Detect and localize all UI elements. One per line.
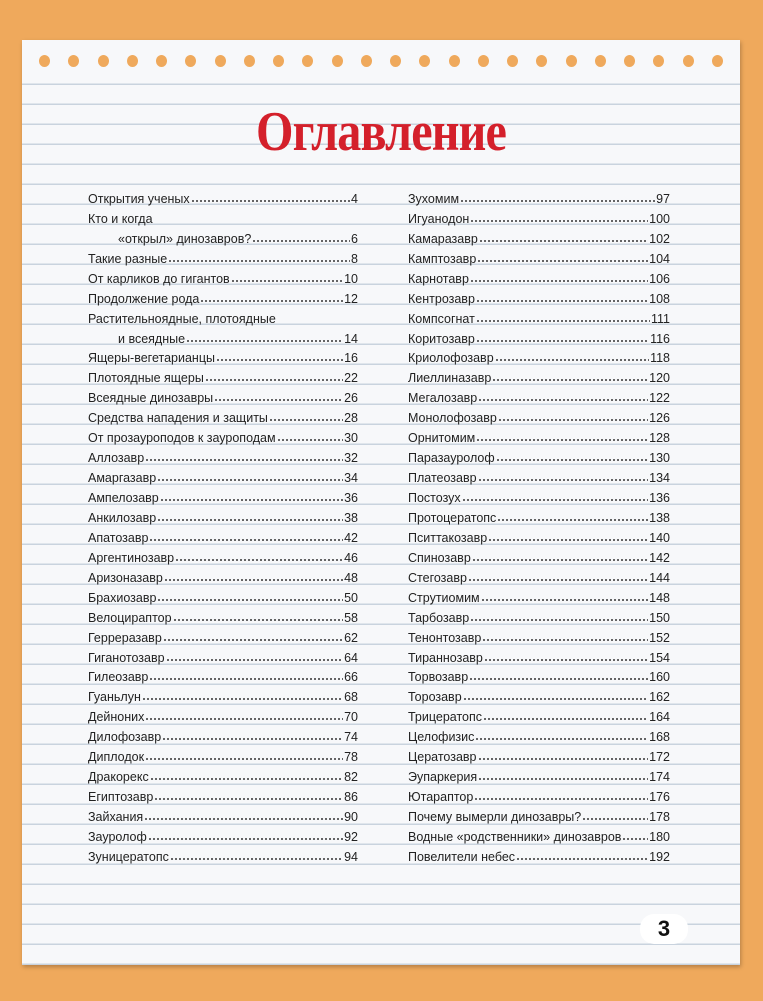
toc-entry-page: 178 (649, 810, 670, 824)
dot-leader (498, 419, 648, 421)
dot-leader (516, 858, 648, 860)
toc-entry-label: Ящеры-вегетарианцы (88, 351, 215, 366)
toc-entry-page: 50 (344, 590, 358, 605)
dot-leader (145, 459, 343, 461)
dot-leader (166, 659, 344, 661)
dot-leader (175, 559, 343, 561)
toc-entry-page: 140 (649, 530, 670, 545)
toc-entry-label: Компсогнат (408, 311, 475, 326)
dot-leader (200, 300, 343, 302)
toc-entry-page: 130 (649, 451, 670, 466)
dot-leader (488, 539, 648, 541)
dot-leader (462, 499, 648, 501)
dot-leader (150, 778, 343, 780)
toc-entry-page: 30 (344, 431, 358, 446)
toc-entry-label: От прозауроподов к зауроподам (88, 431, 276, 446)
dot-leader (149, 678, 343, 680)
dot-leader (478, 778, 648, 780)
toc-entry-page: 12 (344, 291, 358, 306)
toc-entry-label: Герреразавр (88, 630, 162, 645)
dot-leader (186, 340, 343, 342)
toc-entry[interactable] (88, 465, 358, 485)
dot-leader (162, 738, 343, 740)
dot-leader (477, 260, 648, 262)
toc-entry[interactable] (408, 525, 670, 545)
dot-leader (214, 399, 343, 401)
toc-entry[interactable] (408, 764, 670, 784)
toc-entry-label: Зухомим (408, 191, 460, 206)
toc-entry-label: Диплодок (88, 750, 145, 765)
toc-entry[interactable] (408, 505, 670, 525)
toc-entry[interactable] (88, 505, 358, 525)
toc-entry-label: Средства нападения и защиты (88, 411, 268, 426)
toc-entry-label: Зайхания (88, 810, 144, 824)
toc-entry-page: 192 (649, 849, 670, 864)
toc-entry[interactable] (408, 485, 670, 505)
toc-entry-label: Камаразавр (408, 231, 478, 246)
toc-entry[interactable] (88, 365, 358, 385)
toc-entry-page: 42 (344, 530, 358, 545)
page-title: Оглавление (255, 101, 507, 163)
toc-entry[interactable] (408, 226, 670, 246)
toc-entry-label: Дракорекс (88, 770, 149, 785)
dot-leader (277, 439, 343, 441)
toc-entry-label: Ампелозавр (88, 491, 159, 505)
toc-entry[interactable] (88, 286, 358, 306)
dot-leader (476, 300, 648, 302)
toc-entry-label: Целофизис (408, 730, 475, 745)
toc-entry[interactable] (408, 286, 670, 306)
dot-leader (472, 559, 648, 561)
toc-entry-label: Кто и когда (88, 211, 153, 226)
dot-leader (157, 599, 343, 601)
dot-leader (269, 419, 343, 421)
dot-leader (145, 758, 343, 760)
toc-entry-page: 10 (344, 271, 358, 286)
toc-entry-label: Такие разные (88, 251, 168, 266)
toc-entry-page: 62 (344, 630, 358, 645)
toc-entry-page: 70 (344, 710, 358, 725)
toc-entry-label: Аргентинозавр (88, 550, 175, 565)
toc-entry[interactable] (408, 465, 670, 485)
dot-leader (170, 858, 343, 860)
dot-leader (482, 639, 648, 641)
toc-entry-page: 22 (344, 371, 358, 386)
toc-entry[interactable] (88, 724, 358, 744)
dot-leader (205, 379, 343, 381)
toc-entry-page: 58 (344, 610, 358, 625)
toc-entry-page: 118 (650, 351, 670, 366)
dot-leader (145, 718, 343, 720)
toc-entry[interactable] (88, 684, 358, 704)
binder-hole (332, 55, 343, 67)
dot-leader (622, 838, 648, 840)
dot-leader (479, 240, 648, 242)
dot-leader (148, 838, 343, 840)
toc-entry[interactable] (408, 704, 670, 724)
toc-entry-page: 160 (649, 670, 670, 685)
binder-hole (449, 55, 460, 67)
toc-entry-label: Открытия ученых (88, 191, 190, 206)
dot-leader (478, 758, 649, 760)
toc-entry-page: 16 (344, 351, 358, 366)
toc-entry-label: Аризоназавр (88, 570, 163, 585)
binder-hole (361, 55, 372, 67)
dot-leader (483, 718, 648, 720)
toc-entry-page: 68 (344, 690, 358, 705)
binder-hole (595, 55, 606, 67)
dot-leader (470, 220, 648, 222)
toc-entry-page: 111 (650, 311, 670, 326)
toc-entry[interactable] (408, 844, 670, 864)
dot-leader (164, 579, 343, 581)
toc-entry-label: Гилеозавр (88, 670, 149, 685)
toc-entry-label-continuation: «открыл» динозавров? (118, 231, 252, 246)
toc-entry[interactable] (88, 385, 358, 405)
toc-entry[interactable] (408, 326, 670, 346)
dot-leader (474, 798, 648, 800)
toc-entry[interactable] (408, 585, 670, 605)
dot-leader (252, 240, 350, 242)
binder-hole (39, 55, 50, 67)
dot-leader (495, 359, 649, 361)
binder-hole (68, 55, 79, 67)
binder-hole (419, 55, 430, 67)
toc-entry[interactable] (408, 744, 670, 764)
toc-entry-page: 152 (649, 630, 670, 645)
dot-leader (470, 619, 648, 621)
toc-entry-page: 144 (649, 570, 670, 585)
toc-entry-page: 138 (649, 510, 670, 525)
toc-entry-label: Продолжение рода (88, 291, 200, 306)
toc-entry-label: Мегалозавр (408, 391, 478, 406)
toc-entry-label: Камптозавр (408, 251, 477, 266)
toc-entry-page: 86 (344, 790, 358, 805)
toc-entry[interactable] (408, 665, 670, 685)
toc-entry-page: 136 (649, 491, 670, 505)
toc-entry-label: Паразауролоф (408, 451, 495, 466)
toc-entry-label: От карликов до гигантов (88, 271, 230, 286)
dot-leader (484, 659, 648, 661)
toc-entry-page: 4 (351, 191, 358, 206)
dot-leader (497, 519, 648, 521)
toc-entry-label: Амаргазавр (88, 471, 157, 486)
toc-entry[interactable] (408, 445, 670, 465)
toc-entry-page: 100 (649, 211, 670, 226)
dot-leader (144, 818, 343, 820)
toc-entry-label: Кентрозавр (408, 291, 475, 306)
toc-entry-label: Торозавр (408, 690, 462, 705)
toc-entry-page: 48 (344, 570, 358, 585)
binder-holes (22, 40, 740, 82)
dot-leader (582, 818, 648, 820)
binder-hole (390, 55, 401, 67)
toc-entry-page: 90 (344, 810, 358, 824)
toc-entry-label: Анкилозавр (88, 510, 157, 525)
toc-entry-page: 148 (649, 590, 670, 605)
toc-entry-label: Коритозавр (408, 331, 475, 346)
toc-entry-page: 106 (649, 271, 670, 286)
toc-entry-label: Протоцератопс (408, 510, 497, 525)
toc-entry-label: Торвозавр (408, 670, 469, 685)
toc-entry-page: 176 (649, 790, 670, 805)
toc-entry-label: Аллозавр (88, 451, 145, 466)
binder-hole (215, 55, 226, 67)
dot-leader (475, 738, 648, 740)
toc-entry[interactable] (408, 306, 670, 326)
toc-entry-page: 164 (649, 710, 670, 725)
toc-entry-label: Тираннозавр (408, 650, 483, 665)
toc-entry-label: Плотоядные ящеры (88, 371, 204, 386)
toc-entry[interactable] (88, 246, 358, 266)
toc-entry-page: 122 (649, 391, 670, 406)
toc-entry-page: 116 (650, 331, 670, 346)
dot-leader (216, 359, 343, 361)
toc-entry[interactable] (88, 186, 358, 206)
toc-right-column (408, 186, 670, 864)
toc-entry-page: 180 (649, 829, 670, 844)
page-number: 3 (640, 914, 688, 944)
toc-entry-label: Гуаньлун (88, 690, 141, 705)
toc-entry-page: 102 (649, 231, 670, 246)
toc-entry[interactable] (88, 545, 358, 565)
toc-entry[interactable] (88, 844, 358, 864)
toc-entry-page: 120 (649, 371, 670, 386)
toc-entry-label: Повелители небес (408, 849, 516, 864)
toc-entry[interactable] (408, 425, 670, 445)
toc-entry-page: 128 (649, 431, 670, 446)
binder-hole (98, 55, 109, 67)
toc-entry-label: Всеядные динозавры (88, 391, 214, 406)
toc-entry[interactable] (88, 206, 358, 226)
dot-leader (154, 798, 343, 800)
binder-hole (712, 55, 723, 67)
toc-entry-page: 8 (351, 251, 358, 266)
toc-entry-page: 78 (344, 750, 358, 765)
toc-entry-page: 150 (649, 610, 670, 625)
toc-entry[interactable] (408, 605, 670, 625)
toc-entry[interactable] (408, 824, 670, 844)
toc-entry-label-continuation: и всеядные (118, 331, 186, 346)
toc-entry[interactable] (88, 405, 358, 425)
toc-entry-label: Ютараптор (408, 790, 474, 805)
toc-entry[interactable] (88, 565, 358, 585)
toc-entry[interactable] (88, 744, 358, 764)
binder-hole (156, 55, 167, 67)
toc-entry[interactable] (88, 266, 358, 286)
toc-entry-label: Апатозавр (88, 530, 149, 545)
notebook-page (22, 40, 740, 965)
toc-entry-label: Зауролоф (88, 829, 147, 844)
toc-entry[interactable] (88, 784, 358, 804)
toc-entry-label: Цератозавр (408, 750, 477, 765)
toc-entry[interactable] (88, 645, 358, 665)
toc-left-column (88, 186, 358, 864)
toc-entry[interactable] (88, 445, 358, 465)
toc-entry-label: Струтиомим (408, 590, 480, 605)
binder-hole (624, 55, 635, 67)
toc-entry-label: Эупаркерия (408, 770, 478, 785)
dot-leader (468, 579, 648, 581)
toc-entry-page: 126 (649, 411, 670, 426)
dot-leader (142, 698, 343, 700)
binder-hole (244, 55, 255, 67)
toc-entry[interactable] (88, 485, 358, 505)
toc-entry[interactable] (408, 246, 670, 266)
toc-entry-page: 97 (656, 191, 670, 206)
dot-leader (463, 698, 648, 700)
toc-entry[interactable] (88, 326, 358, 346)
binder-hole (302, 55, 313, 67)
dot-leader (460, 200, 655, 202)
dot-leader (191, 200, 350, 202)
toc-entry-page: 92 (344, 829, 358, 844)
toc-entry-label: Египтозавр (88, 790, 154, 805)
toc-entry-page: 14 (344, 331, 358, 346)
dot-leader (163, 639, 343, 641)
toc-entry[interactable] (408, 645, 670, 665)
dot-leader (492, 379, 648, 381)
toc-entry-label: Стегозавр (408, 570, 467, 585)
toc-entry[interactable] (408, 266, 670, 286)
dot-leader (476, 340, 649, 342)
toc-entry[interactable] (88, 824, 358, 844)
dot-leader (168, 260, 350, 262)
toc-entry-label: Дейноних (88, 710, 145, 725)
toc-entry-label: Криолофозавр (408, 351, 494, 366)
toc-entry-page: 174 (649, 770, 670, 785)
toc-entry[interactable] (88, 306, 358, 326)
binder-hole (478, 55, 489, 67)
toc-entry-label: Дилофозавр (88, 730, 162, 745)
binder-hole (185, 55, 196, 67)
toc-entry-label: Орнитомим (408, 431, 476, 446)
toc-entry-label: Зуницератопс (88, 849, 169, 864)
toc-entry-page: 34 (344, 471, 358, 486)
toc-entry-label: Карнотавр (408, 271, 469, 286)
toc-entry-label: Тарбозавр (408, 610, 470, 625)
toc-entry[interactable] (88, 585, 358, 605)
toc-entry-page: 36 (344, 491, 358, 505)
binder-hole (653, 55, 664, 67)
dot-leader (231, 280, 343, 282)
dot-leader (149, 539, 343, 541)
dot-leader (478, 479, 649, 481)
toc-entry-page: 66 (344, 670, 358, 685)
toc-entry-page: 6 (351, 231, 358, 246)
binder-hole (507, 55, 518, 67)
toc-entry-page: 64 (344, 650, 358, 665)
toc-entry[interactable] (408, 565, 670, 585)
toc-entry-label: Спинозавр (408, 550, 471, 565)
dot-leader (157, 479, 343, 481)
toc-entry-label: Постозух (408, 491, 461, 505)
dot-leader (173, 619, 344, 621)
toc-entry-page: 134 (649, 471, 670, 486)
toc-entry-page: 162 (649, 690, 670, 705)
toc-entry[interactable] (88, 625, 358, 645)
toc-entry[interactable] (408, 724, 670, 744)
toc-entry[interactable] (408, 365, 670, 385)
dot-leader (476, 439, 648, 441)
toc-entry[interactable] (88, 525, 358, 545)
toc-entry[interactable] (88, 425, 358, 445)
toc-entry-label: Пситтакозавр (408, 530, 488, 545)
toc-entry-page: 32 (344, 451, 358, 466)
binder-hole (683, 55, 694, 67)
dot-leader (478, 399, 648, 401)
toc-entry-page: 82 (344, 770, 358, 785)
toc-entry[interactable] (408, 804, 670, 824)
binder-hole (127, 55, 138, 67)
binder-hole (566, 55, 577, 67)
toc-entry-label: Монолофозавр (408, 411, 497, 426)
toc-entry[interactable] (408, 206, 670, 226)
toc-entry-label: Почему вымерли динозавры? (408, 810, 582, 824)
dot-leader (496, 459, 648, 461)
toc-entry[interactable] (408, 625, 670, 645)
toc-entry-page: 172 (649, 750, 670, 765)
toc-entry[interactable] (88, 226, 358, 246)
dot-leader (470, 280, 648, 282)
toc-entry-page: 26 (344, 391, 358, 406)
toc-entry[interactable] (88, 665, 358, 685)
toc-entry[interactable] (408, 186, 670, 206)
toc-entry[interactable] (408, 346, 670, 366)
toc-entry[interactable] (408, 385, 670, 405)
toc-entry-page: 108 (649, 291, 670, 306)
toc-entry-label: Лиеллиназавр (408, 371, 492, 386)
toc-entry-page: 168 (649, 730, 670, 745)
toc-entry[interactable] (88, 346, 358, 366)
dot-leader (481, 599, 648, 601)
toc-entry-label: Игуанодон (408, 211, 470, 226)
toc-entry[interactable] (88, 704, 358, 724)
binder-hole (536, 55, 547, 67)
toc-entry[interactable] (88, 605, 358, 625)
dot-leader (157, 519, 343, 521)
toc-entry-label: Велоцираптор (88, 610, 172, 625)
toc-entry-page: 154 (649, 650, 670, 665)
toc-entry[interactable] (408, 784, 670, 804)
toc-entry-page: 74 (344, 730, 358, 745)
toc-entry-page: 38 (344, 510, 358, 525)
dot-leader (469, 678, 648, 680)
toc-entry-page: 46 (344, 550, 358, 565)
toc-entry-label: Трицератопс (408, 710, 483, 725)
toc-entry-page: 28 (344, 411, 358, 426)
toc-entry-label: Водные «родственники» динозавров (408, 829, 622, 844)
dot-leader (476, 320, 650, 322)
toc-entry-label: Гиганотозавр (88, 650, 165, 665)
toc-entry[interactable] (408, 684, 670, 704)
toc-entry-label: Брахиозавр (88, 590, 157, 605)
toc-entry-page: 142 (649, 550, 670, 565)
toc-entry[interactable] (88, 804, 358, 824)
toc-entry[interactable] (88, 764, 358, 784)
toc-entry-label: Платеозавр (408, 471, 477, 486)
toc-entry-label: Тенонтозавр (408, 630, 482, 645)
binder-hole (273, 55, 284, 67)
toc-entry-label: Растительноядные, плотоядные (88, 311, 276, 326)
dot-leader (160, 499, 343, 501)
toc-entry[interactable] (408, 545, 670, 565)
toc-entry[interactable] (408, 405, 670, 425)
toc-entry-page: 94 (344, 849, 358, 864)
toc-entry-page: 104 (649, 251, 670, 266)
